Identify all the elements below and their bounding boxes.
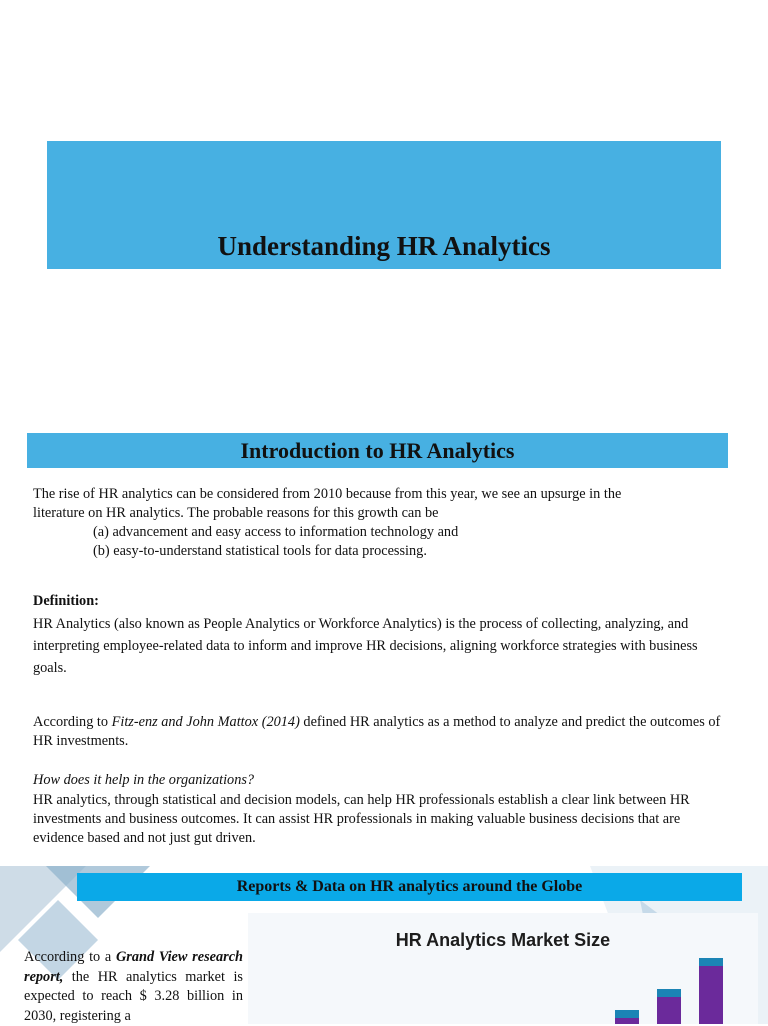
page-title: Understanding HR Analytics xyxy=(217,231,551,261)
according-paragraph xyxy=(33,713,733,751)
intro-banner xyxy=(27,433,728,468)
help-question: How does it help in the organizations? xyxy=(33,772,255,788)
reports-text xyxy=(24,948,243,1026)
help-answer: HR analytics, through statistical and decision models, can help HR professionals establish a clear link between HR investments and business outcomes. It can assist HR professionals in making valuable business decisions that are evidence based and not just gut driven. xyxy=(33,792,690,846)
definition-text: HR Analytics (also known as People Analytics or Workforce Analytics) is the process of collecting, analyzing, and interpreting employee-related data to inform and improve HR decisions, aligning workforce strategies with business goals. xyxy=(33,616,698,676)
intro-paragraph xyxy=(33,485,733,561)
market-size-figure xyxy=(248,913,758,1024)
definition-heading: Definition: xyxy=(33,593,99,609)
according-suffix: defined HR analytics as a method to analyze and predict the outcomes of HR investments. xyxy=(33,714,721,749)
intro-heading: Introduction to HR Analytics xyxy=(240,438,515,463)
market-bar-2 xyxy=(657,989,681,1024)
reports-banner xyxy=(77,873,742,901)
according-citation: Fitz-enz and John Mattox (2014) xyxy=(111,714,300,730)
reports-heading: Reports & Data on HR analytics around the Globe xyxy=(236,878,583,895)
reason-a: (a) advancement and easy access to information technology and xyxy=(93,524,459,540)
reason-b: (b) easy-to-understand statistical tools for data processing. xyxy=(93,543,427,559)
title-banner xyxy=(47,141,721,269)
market-bar-1 xyxy=(615,1010,639,1024)
market-chart-title: HR Analytics Market Size xyxy=(395,930,611,950)
according-prefix: According to xyxy=(33,714,112,730)
reports-text-suffix: the HR analytics market is expected to reach $ 3.28 billion in 2030, registering a xyxy=(24,968,243,1024)
market-bar-3 xyxy=(699,958,723,1024)
reports-text-prefix: According to a xyxy=(24,949,116,965)
reports-source: Grand View research report, xyxy=(24,949,243,985)
intro-line-2: literature on HR analytics. The probable reasons for this growth can be xyxy=(33,505,439,521)
intro-line-1: The rise of HR analytics can be considered from 2010 because from this year, we see an upsurge in the xyxy=(33,486,622,502)
